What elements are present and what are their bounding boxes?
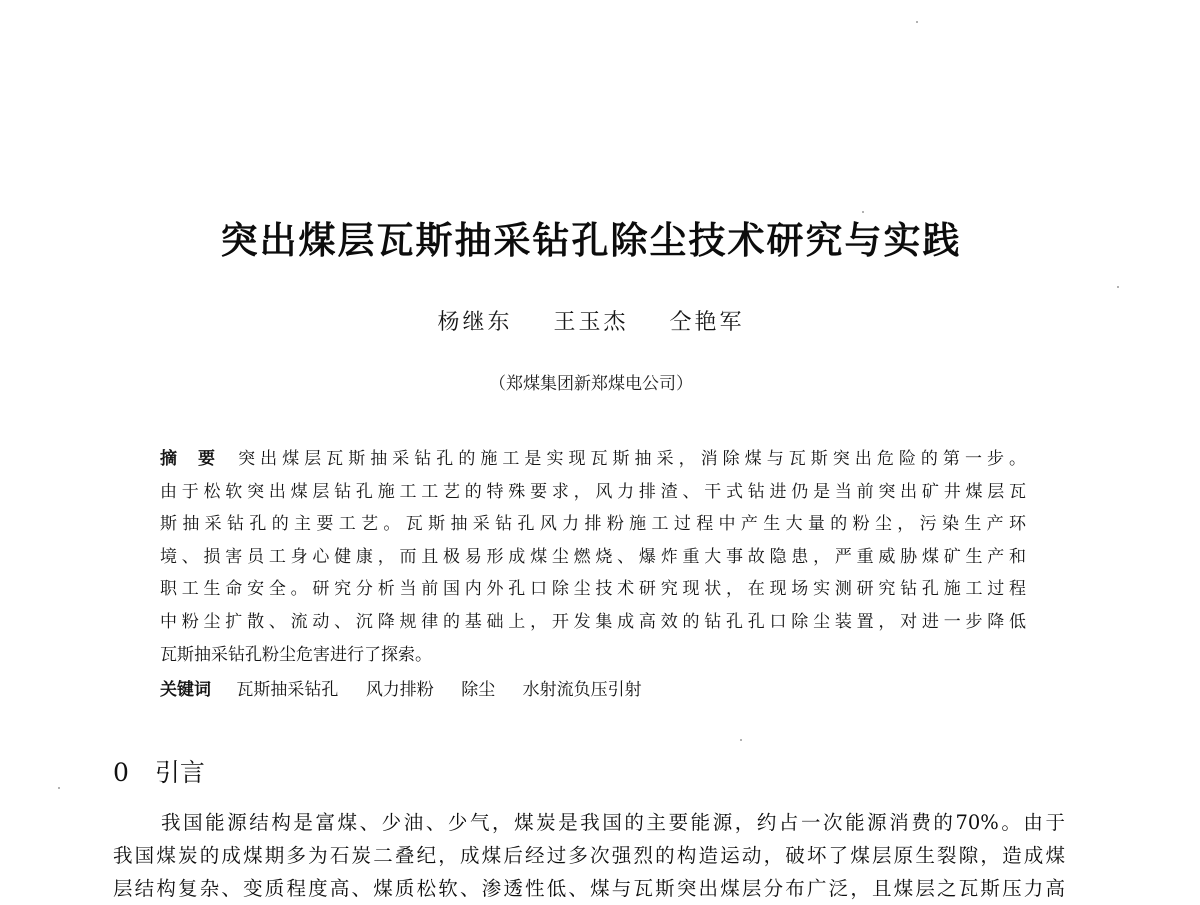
scan-speck	[916, 21, 918, 23]
keyword: 除尘	[461, 680, 496, 700]
abstract-line	[160, 443, 1026, 476]
abstract-block	[160, 443, 1026, 671]
scan-speck	[1117, 286, 1119, 288]
abstract-label: 摘要	[160, 449, 237, 469]
abstract-line: 由于松软突出煤层钻孔施工工艺的特殊要求，风力排渣、干式钻进仍是当前突出矿井煤层瓦	[160, 481, 1026, 502]
scan-speck	[862, 211, 864, 213]
paper-title: 突出煤层瓦斯抽采钻孔除尘技术研究与实践	[220, 218, 962, 262]
author-2: 王玉杰	[553, 310, 629, 335]
body-line: 我国能源结构是富煤、少油、少气，煤炭是我国的主要能源，约占一次能源消费的70%。由于	[161, 811, 1065, 834]
body-line: 层结构复杂、变质程度高、煤质松软、渗透性低、煤与瓦斯突出煤层分布广泛，且煤层之瓦斯压力高	[113, 877, 1065, 900]
keyword: 风力排粉	[365, 680, 434, 700]
section-title: 引言	[154, 758, 205, 787]
abstract-line: 中粉尘扩散、流动、沉降规律的基础上，开发集成高效的钻孔孔口除尘装置，对进一步降低	[160, 611, 1026, 632]
keywords-label: 关键词	[160, 680, 211, 700]
abstract-line: 职工生命安全。研究分析当前国内外孔口除尘技术研究现状，在现场实测研究钻孔施工过程	[160, 579, 1026, 600]
author-3: 仝艳军	[669, 310, 745, 335]
body-text	[113, 806, 1065, 905]
body-line: 我国煤炭的成煤期多为石炭二叠纪，成煤后经过多次强烈的构造运动，破坏了煤层原生裂隙，造成煤	[113, 844, 1065, 867]
author-list	[0, 306, 1182, 340]
section-heading	[113, 754, 205, 792]
author-1: 杨继东	[437, 310, 513, 335]
author-affiliation: （郑煤集团新郑煤电公司）	[489, 374, 693, 394]
keyword: 水射流负压引射	[522, 680, 642, 700]
abstract-line: 瓦斯抽采钻孔粉尘危害进行了探索。	[160, 644, 432, 665]
section-number: 0	[113, 758, 129, 787]
scan-speck	[58, 787, 60, 789]
keywords-block	[160, 675, 1026, 705]
abstract-line: 斯抽采钻孔的主要工艺。瓦斯抽采钻孔风力排粉施工过程中产生大量的粉尘，污染生产环	[160, 514, 1026, 535]
abstract-line: 境、损害员工身心健康，而且极易形成煤尘燃烧、爆炸重大事故隐患，严重威胁煤矿生产和	[160, 546, 1026, 567]
abstract-line-text: 突出煤层瓦斯抽采钻孔的施工是实现瓦斯抽采，消除煤与瓦斯突出危险的第一步。	[238, 449, 1027, 469]
keyword: 瓦斯抽采钻孔	[236, 680, 339, 700]
scan-speck	[740, 739, 742, 741]
